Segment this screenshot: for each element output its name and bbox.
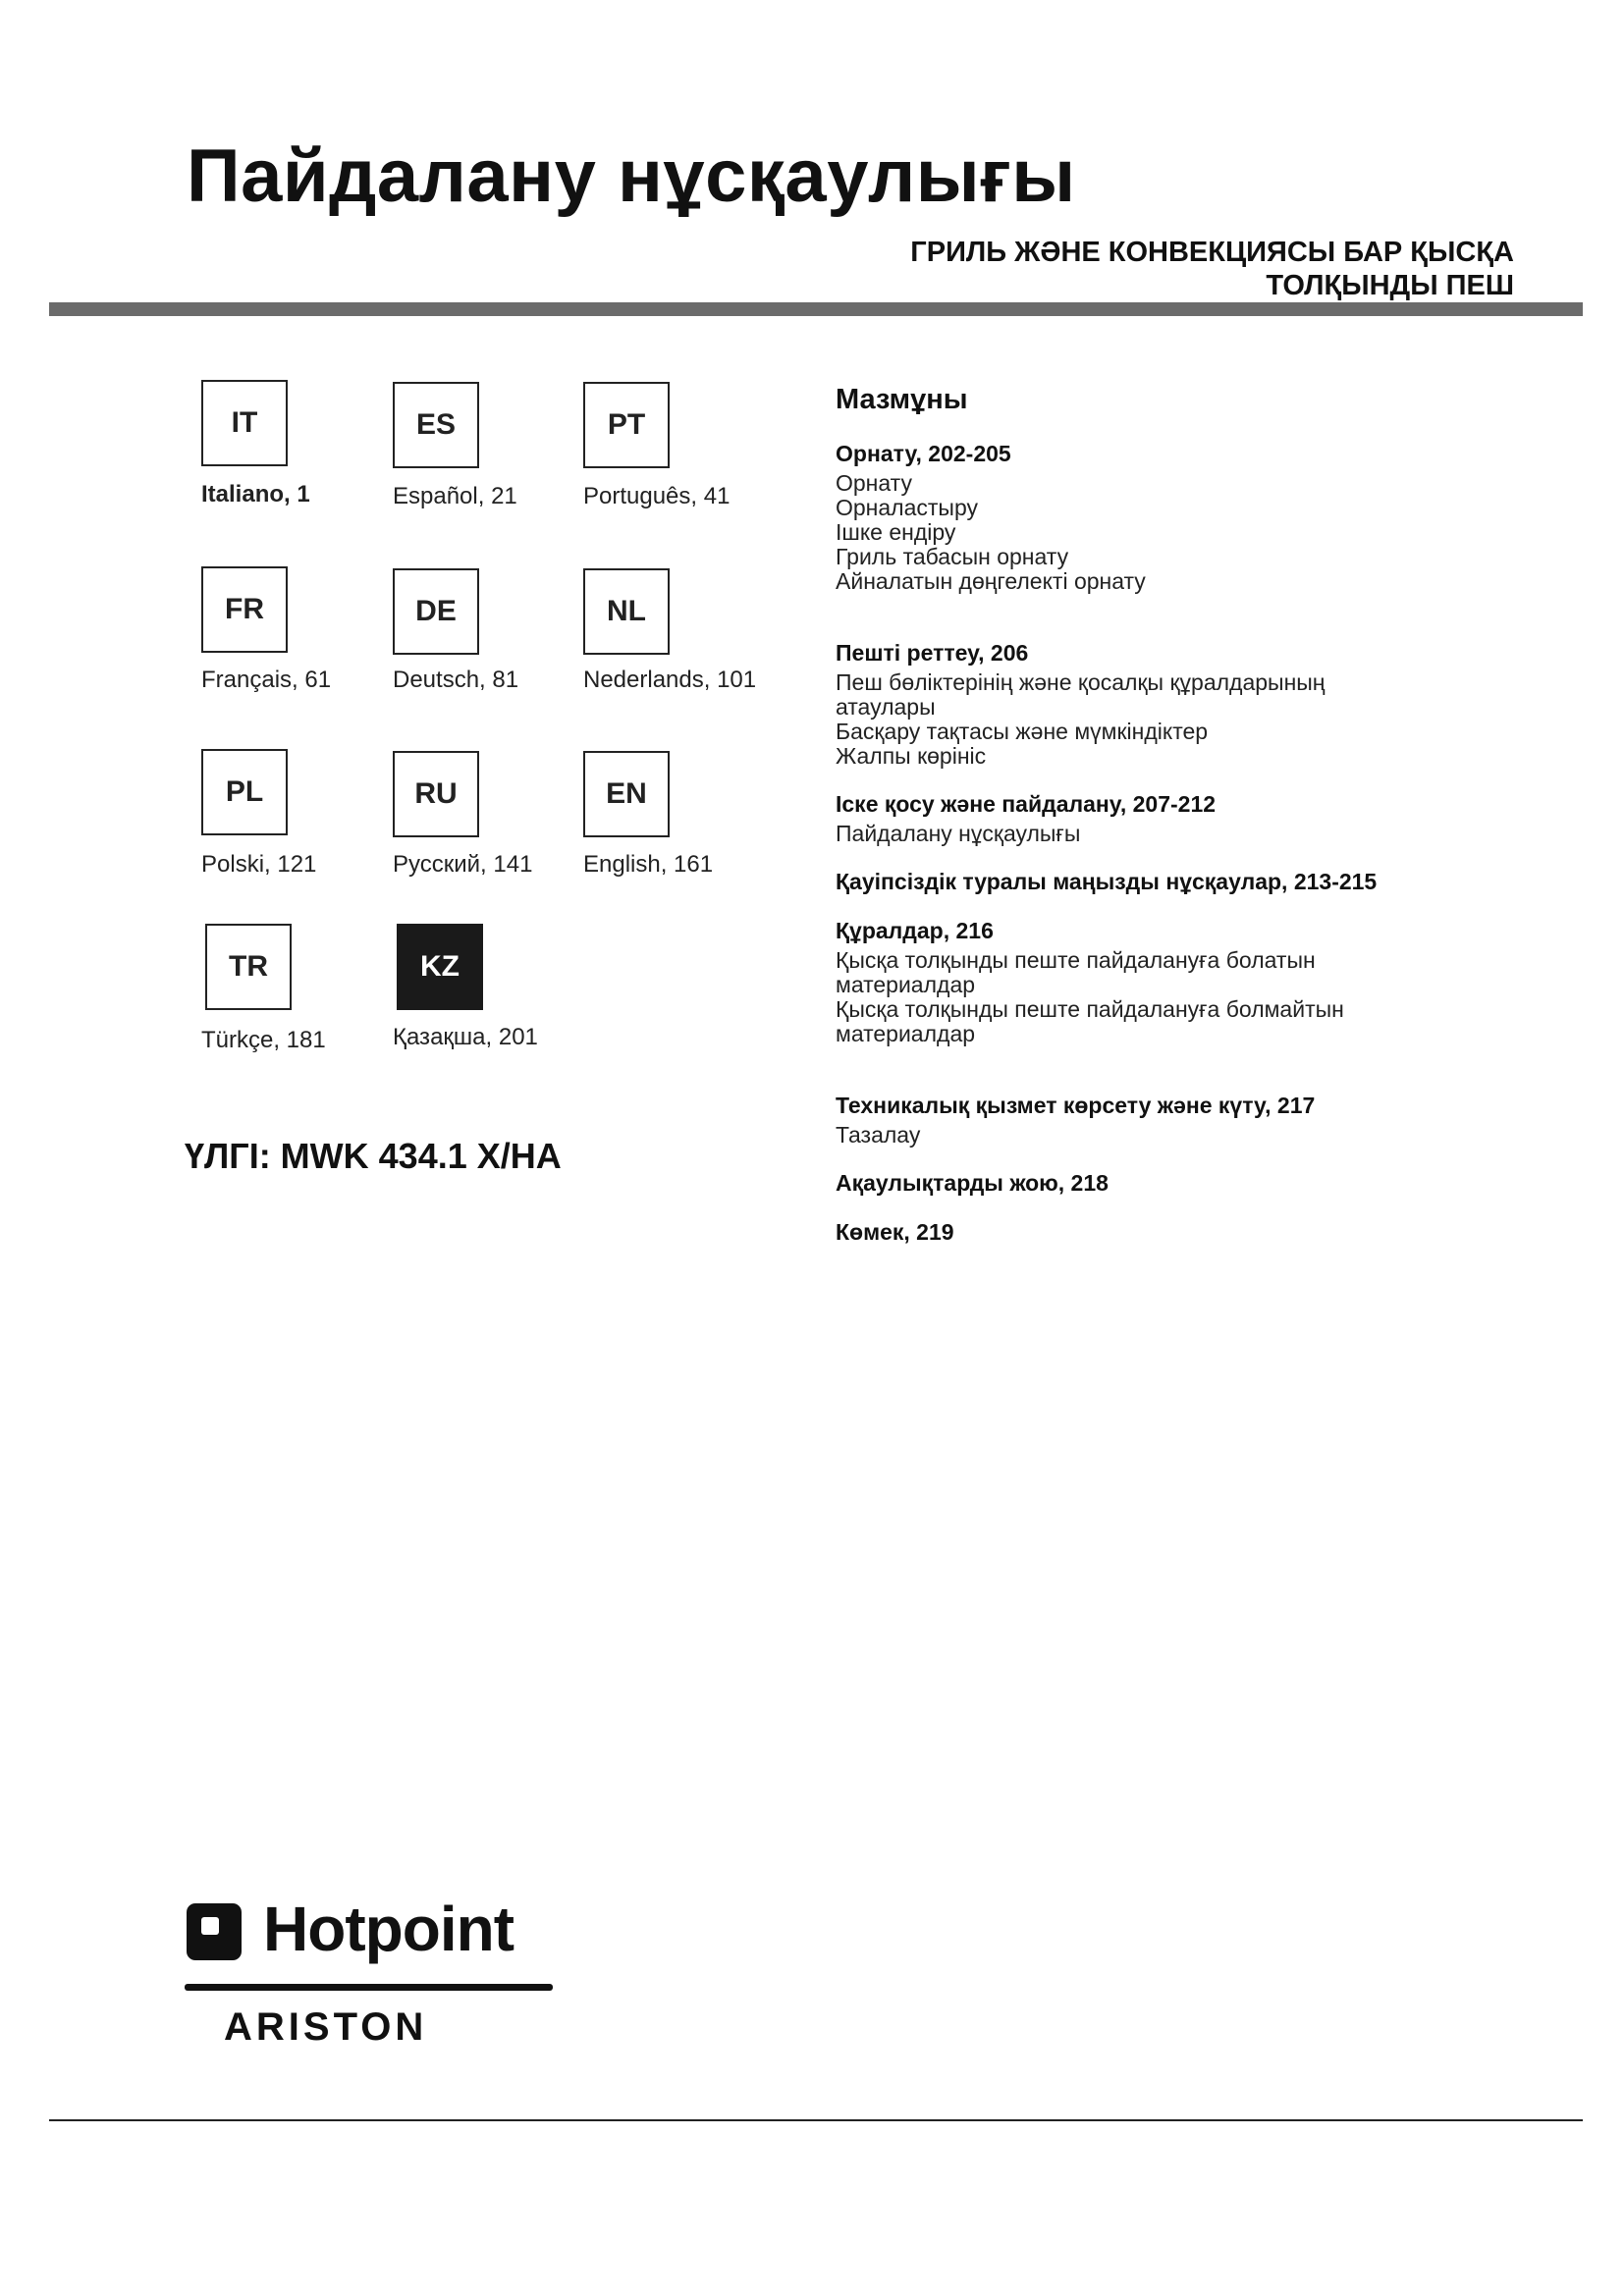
lang-label-es[interactable]: Español, 21 [393,483,517,509]
toc-item[interactable]: материалдар [836,1021,976,1046]
toc-item[interactable]: Орналастыру [836,495,978,520]
toc-section-title[interactable]: Пешті реттеу, 206 [836,640,1029,666]
hotpoint-ariston-logo [185,1894,558,2056]
lang-label-it[interactable]: Italiano, 1 [201,481,310,507]
toc-section [836,917,1543,1046]
toc-heading: Мазмұны [836,384,968,415]
toc-section-title[interactable]: Көмек, 219 [836,1219,954,1245]
lang-code-nl[interactable]: NL [583,568,670,655]
lang-code-es[interactable]: ES [393,382,479,468]
lang-code-tr[interactable]: TR [205,924,292,1010]
lang-label-nl[interactable]: Nederlands, 101 [583,667,757,693]
toc-section [836,1218,1543,1246]
toc-item[interactable]: Орнату [836,470,912,496]
lang-code-fr[interactable]: FR [201,566,288,653]
subtitle-line-1: ГРИЛЬ ЖӘНЕ КОНВЕКЦИЯСЫ БАР ҚЫСҚА [910,237,1514,268]
logo-mark-icon [187,1903,242,1960]
toc-item[interactable]: Гриль табасын орнату [836,544,1069,569]
toc-section-title[interactable]: Қауіпсіздік туралы маңызды нұсқаулар, 213-215 [836,869,1378,894]
lang-label-ru[interactable]: Русский, 141 [393,851,533,878]
lang-label-pl[interactable]: Polski, 121 [201,851,317,878]
footer-divider [49,2119,1583,2121]
table-of-contents [836,383,1543,1267]
lang-label-en[interactable]: English, 161 [583,851,714,878]
toc-section [836,639,1543,769]
logo-rule [185,1984,553,1991]
page-title: Пайдалану нұсқаулығы [187,134,1076,218]
lang-label-pt[interactable]: Português, 41 [583,483,731,509]
toc-item[interactable]: материалдар [836,972,976,997]
toc-item[interactable]: Қысқа толқынды пеште пайдалануға болмайтын [836,996,1344,1022]
lang-code-ru[interactable]: RU [393,751,479,837]
toc-item[interactable]: атаулары [836,694,936,720]
lang-code-pt[interactable]: PT [583,382,670,468]
lang-label-tr[interactable]: Türkçe, 181 [201,1027,326,1053]
toc-item[interactable]: Басқару тақтасы және мүмкіндіктер [836,719,1209,744]
toc-item[interactable]: Пайдалану нұсқаулығы [836,821,1081,846]
lang-label-fr[interactable]: Français, 61 [201,667,332,693]
toc-section-title[interactable]: Техникалық қызмет көрсету және күту, 217 [836,1093,1316,1118]
toc-section-title[interactable]: Орнату, 202-205 [836,441,1011,466]
lang-label-de[interactable]: Deutsch, 81 [393,667,519,693]
toc-item[interactable]: Пеш бөліктерінің және қосалқы құралдарының [836,669,1326,695]
lang-code-pl[interactable]: PL [201,749,288,835]
lang-label-kz[interactable]: Қазақша, 201 [393,1024,538,1050]
toc-section-title[interactable]: Іске қосу және пайдалану, 207-212 [836,791,1217,817]
lang-code-kz[interactable]: KZ [397,924,483,1010]
product-subtitle [630,236,1514,302]
toc-item[interactable]: Жалпы көрініс [836,743,987,769]
logo-brand-text: Hotpoint [263,1894,514,1964]
logo-sub-text: ARISTON [224,2005,428,2049]
toc-section [836,1169,1543,1197]
toc-item[interactable]: Айналатын дөңгелекті орнату [836,568,1146,594]
toc-section-title[interactable]: Құралдар, 216 [836,918,994,943]
lang-code-en[interactable]: EN [583,751,670,837]
toc-section [836,440,1543,594]
header-divider-bar [49,302,1583,316]
subtitle-line-2: ТОЛҚЫНДЫ ПЕШ [1266,270,1514,301]
toc-item[interactable]: Ішке ендіру [836,519,956,545]
lang-code-it[interactable]: IT [201,380,288,466]
toc-item[interactable]: Қысқа толқынды пеште пайдалануға болатын [836,947,1316,973]
toc-section [836,868,1543,895]
toc-section [836,1092,1543,1148]
toc-section [836,790,1543,846]
toc-section-title[interactable]: Ақаулықтарды жою, 218 [836,1170,1109,1196]
lang-code-de[interactable]: DE [393,568,479,655]
toc-item[interactable]: Тазалау [836,1122,921,1148]
model-number: ҮЛГІ: MWK 434.1 X/HA [185,1136,562,1176]
